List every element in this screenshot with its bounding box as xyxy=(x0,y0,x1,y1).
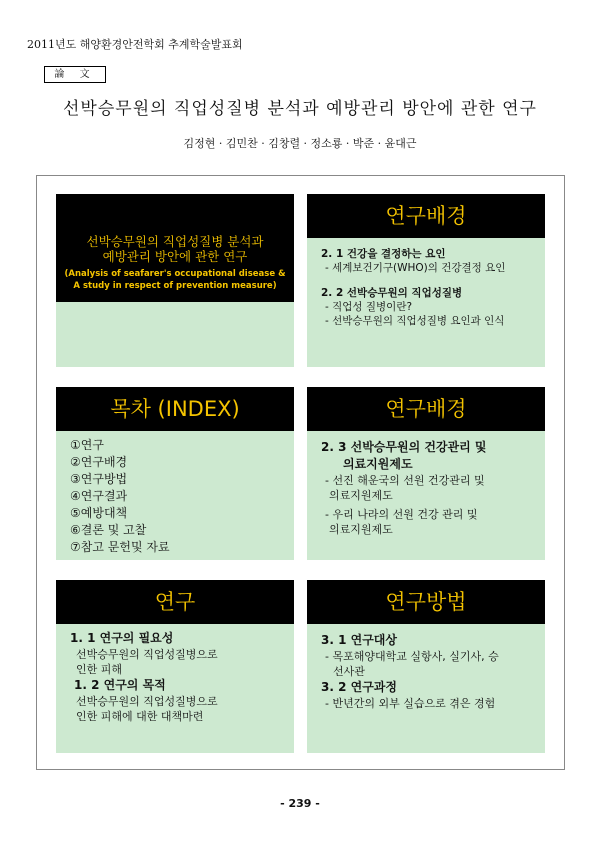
list-item: ⑦참고 문헌및 자료 xyxy=(70,540,170,554)
list-item: ⑥결론 및 고찰 xyxy=(70,523,147,537)
list-item: ①연구 xyxy=(70,438,104,452)
panel-header: 연구배경 xyxy=(307,194,545,238)
list-item: ⑤예방대책 xyxy=(70,506,128,520)
list-item: ③연구방법 xyxy=(70,472,128,486)
panel-header: 연구방법 xyxy=(307,580,545,624)
panel-background-2 xyxy=(307,387,545,560)
title-slide-banner xyxy=(56,194,294,302)
panel-body: 1. 1 연구의 필요성 선박승무원의 직업성질병으로 인한 피해 1. 2 연구의 목적 선박승무원의 직업성질병으로 인한 피해에 대한 대책마련 xyxy=(70,631,218,723)
panel-body: 2. 1 건강을 결정하는 요인 - 세계보건기구(WHO)의 건강결정 요인 2. 2 선박승무원의 직업성질병 - 직업성 질병이란? - 선박승무원의 직업성질병 요인과 인식 xyxy=(321,248,506,327)
conference-name: 2011년도 해양환경안전학회 추계학술발표회 xyxy=(27,38,243,51)
title-slide-english: (Analysis of seafarer's occupational disease & A study in respect of prevention measure) xyxy=(64,269,286,291)
list-item: ②연구배경 xyxy=(70,455,128,469)
panel-header: 연구 xyxy=(56,580,294,624)
panel-body: 2. 3 선박승무원의 건강관리 및 의료지원제도 - 선진 해운국의 선원 건강관리 및 의료지원제도 - 우리 나라의 선원 건강 관리 및 의료지원제도 xyxy=(321,440,487,536)
paper-type-tag: 論 文 xyxy=(44,66,106,83)
panel-header: 연구배경 xyxy=(307,387,545,431)
paper-title: 선박승무원의 직업성질병 분석과 예방관리 방안에 관한 연구 xyxy=(63,99,537,119)
panel-body: 3. 1 연구대상 - 목포해양대학교 실항사, 실기사, 승 선사관 3. 2 연구과정 - 반년간의 외부 실습으로 겪은 경험 xyxy=(321,633,499,710)
list-item: ④연구결과 xyxy=(70,489,128,503)
panel-title-slide xyxy=(56,194,294,367)
index-list xyxy=(70,437,288,556)
panel-research xyxy=(56,580,294,753)
panel-header: 목차 (INDEX) xyxy=(56,387,294,431)
authors-line: 김정현 · 김민찬 · 김창렬 · 정소룡 · 박준 · 윤대근 xyxy=(183,137,417,150)
panel-method xyxy=(307,580,545,753)
slide-frame xyxy=(36,175,565,770)
page-number: - 239 - xyxy=(280,797,320,810)
title-slide-korean: 선박승무원의 직업성질병 분석과 예방관리 방안에 관한 연구 xyxy=(86,234,264,264)
panel-index xyxy=(56,387,294,560)
panel-background-1 xyxy=(307,194,545,367)
